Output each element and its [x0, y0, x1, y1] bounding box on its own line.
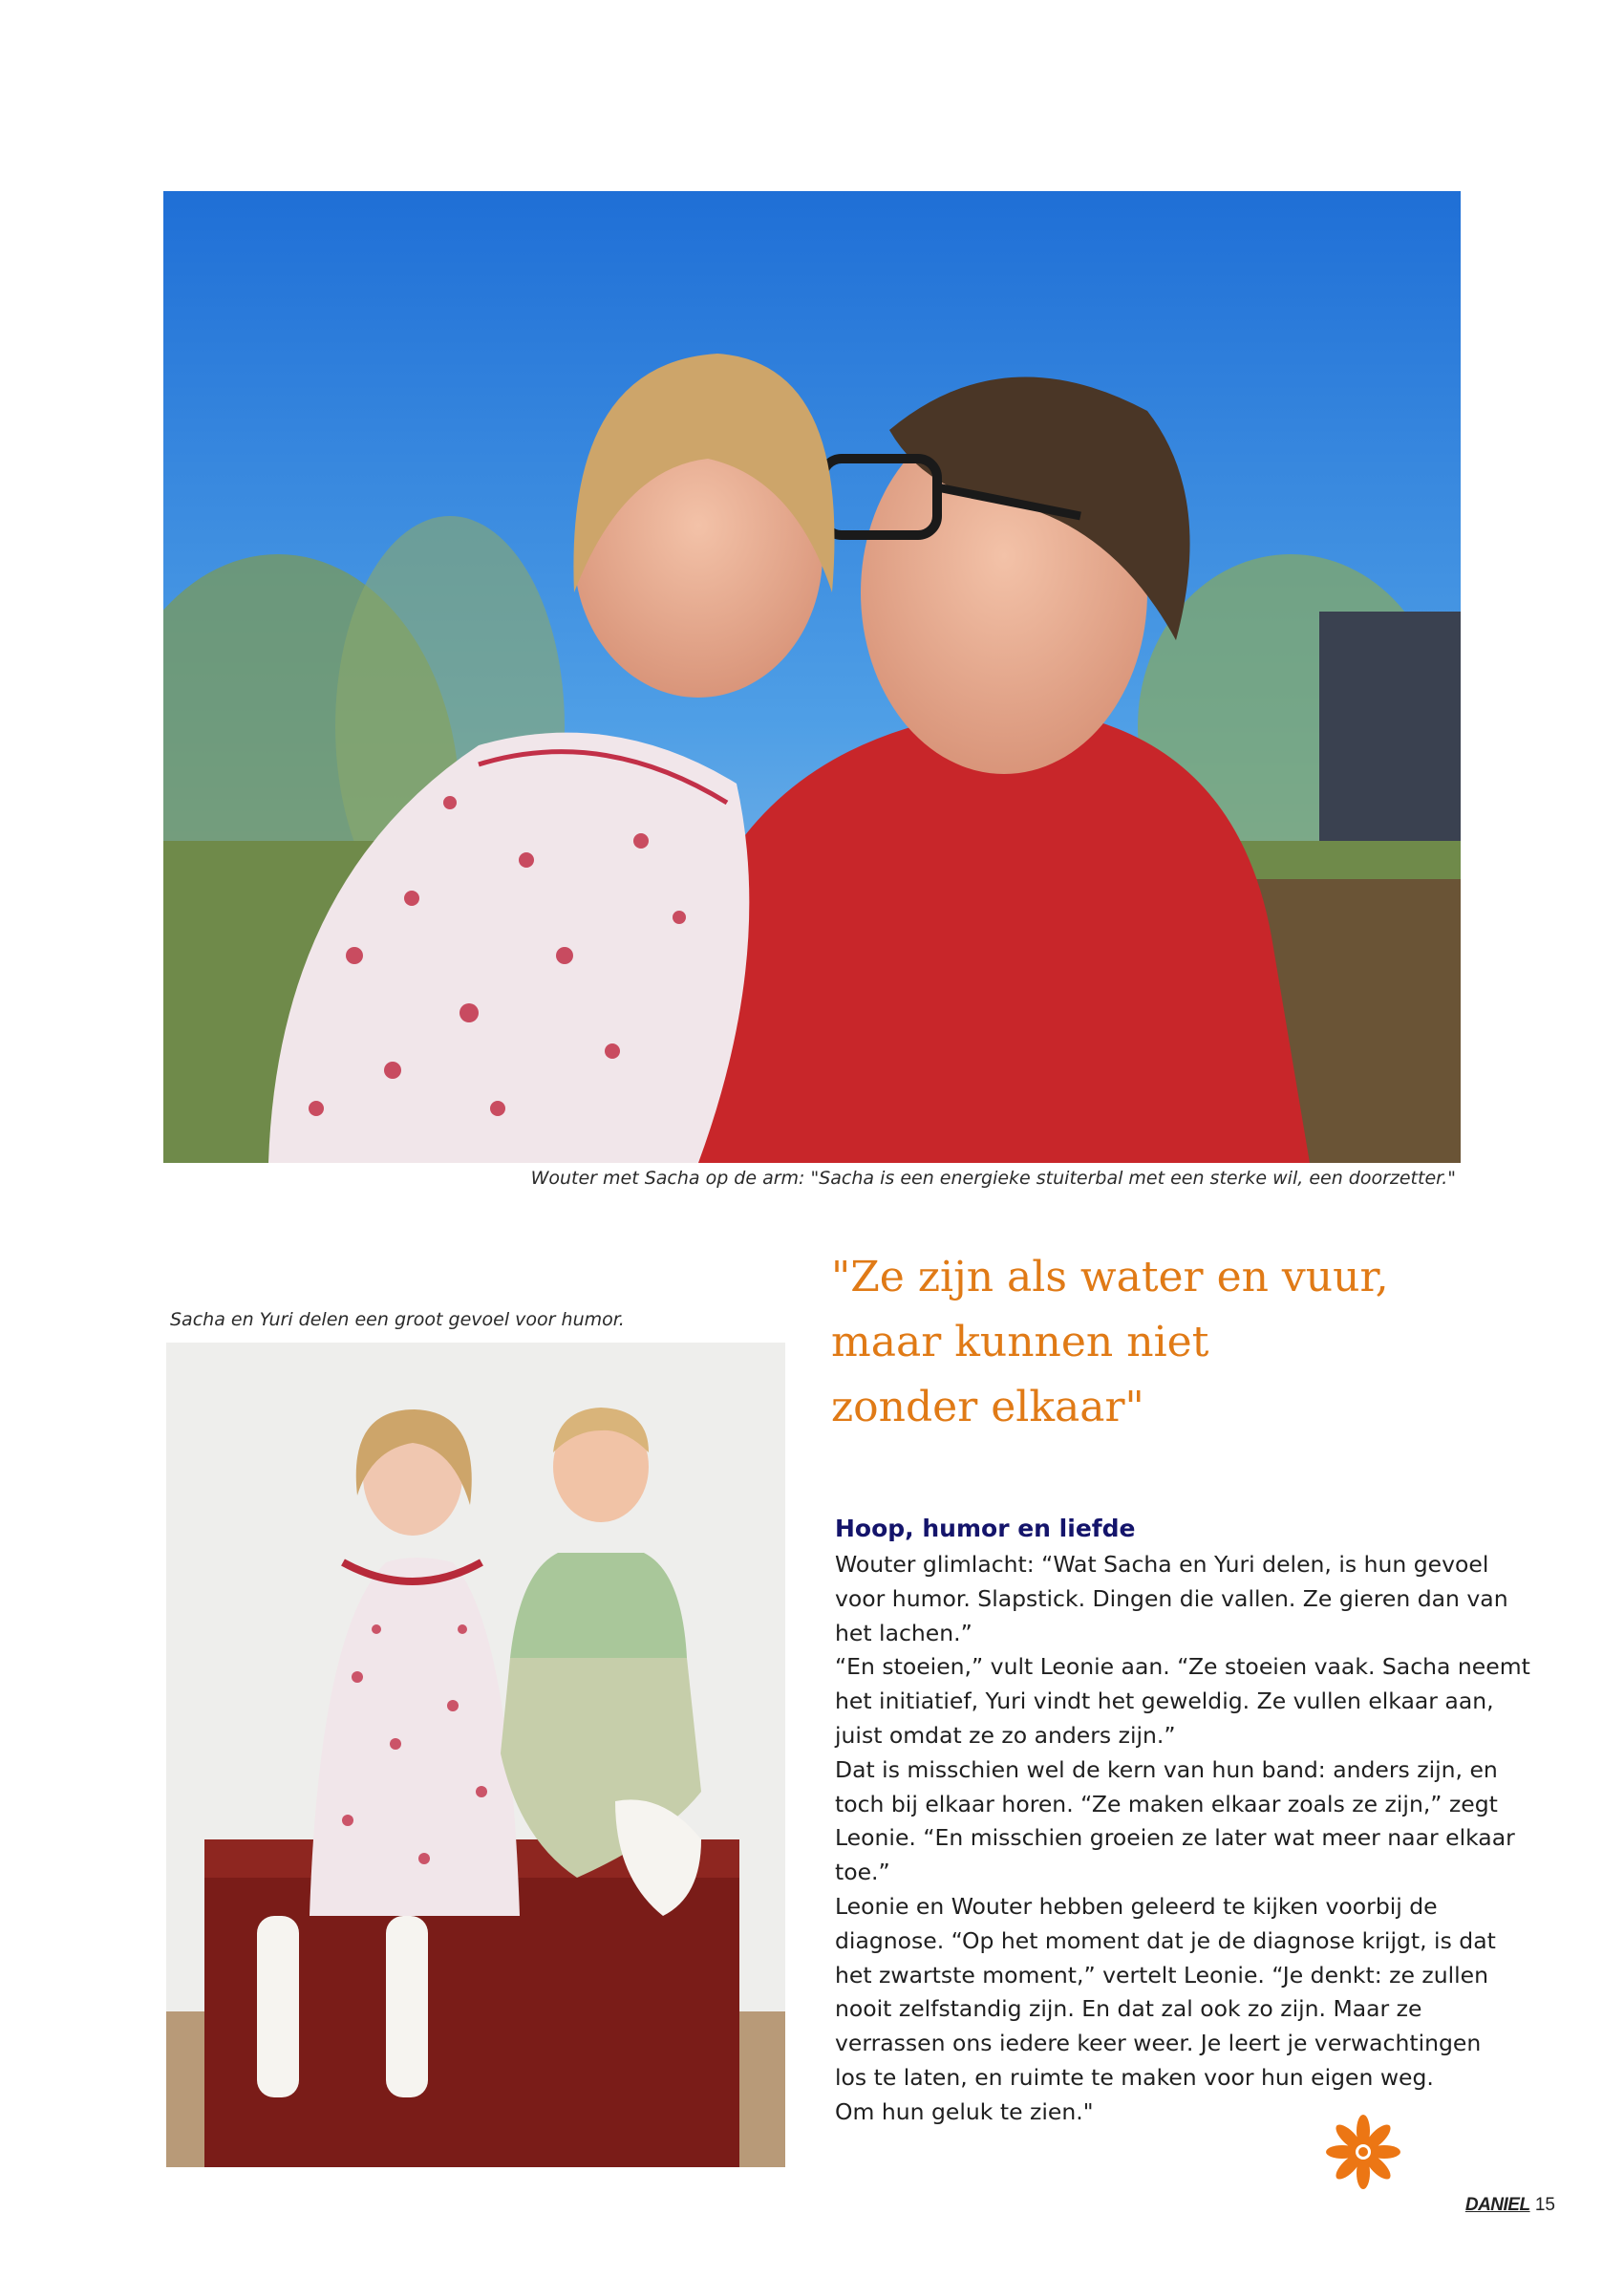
article-paragraphs: [835, 1548, 1530, 2130]
article-line: toch bij elkaar horen. “Ze maken elkaar zoals ze zijn,” zegt: [835, 1790, 1498, 1817]
photo-caption-top: Wouter met Sacha op de arm: "Sacha is een energieke stuiterbal met een sterke wil, een doorzetter.": [530, 1168, 1456, 1189]
article-line: toe.”: [835, 1859, 890, 1886]
page-number: 15: [1534, 2195, 1555, 2215]
section-heading: Hoop, humor en liefde: [835, 1515, 1136, 1542]
article-line: diagnose. “Op het moment dat je de diagnose krijgt, is dat: [835, 1926, 1496, 1954]
photo-caption-bottom: Sacha en Yuri delen een groot gevoel voor humor.: [170, 1309, 625, 1330]
article-line: het zwartste moment,” vertelt Leonie. “Je denkt: ze zullen: [835, 1961, 1489, 1989]
article-line: Dat is misschien wel de kern van hun band: anders zijn, en: [835, 1755, 1498, 1783]
article-line: verrassen ons iedere keer weer. Je leert je verwachtingen: [835, 2030, 1482, 2057]
photo-children-on-chest: [166, 1343, 785, 2167]
article-line: het lachen.”: [835, 1619, 972, 1646]
page-footer: [1465, 2195, 1555, 2216]
photo-father-and-daughter-image: [163, 191, 1461, 1163]
article-line: het initiatief, Yuri vindt het geweldig. Ze vullen elkaar aan,: [835, 1688, 1494, 1715]
article-line: voor humor. Slapstick. Dingen die vallen. Ze gieren dan van: [835, 1584, 1508, 1612]
article-line: los te laten, en ruimte te maken voor hun eigen weg.: [835, 2063, 1434, 2091]
photo-father-and-daughter: [163, 191, 1461, 1163]
article-line: nooit zelfstandig zijn. En dat zal ook zo zijn. Maar ze: [835, 1995, 1422, 2023]
pull-quote-line: maar kunnen niet: [831, 1318, 1209, 1366]
article-line: “En stoeien,” vult Leonie aan. “Ze stoeien vaak. Sacha neemt: [835, 1653, 1530, 1681]
pull-quote-line: zonder elkaar": [831, 1383, 1144, 1431]
pull-quote: [831, 1245, 1442, 1440]
article-line: Wouter glimlacht: “Wat Sacha en Yuri delen, is hun gevoel: [835, 1551, 1489, 1578]
article-line: juist omdat ze zo anders zijn.”: [835, 1721, 1176, 1749]
photo-children-on-chest-image: [166, 1343, 785, 2167]
article-line: Leonie. “En misschien groeien ze later wat meer naar elkaar: [835, 1824, 1515, 1852]
flower-icon: [1322, 2114, 1404, 2190]
article-line: Om hun geluk te zien.": [835, 2097, 1094, 2125]
pull-quote-line: "Ze zijn als water en vuur,: [831, 1253, 1389, 1301]
magazine-brand: DANIEL: [1464, 2195, 1530, 2215]
article-body: [835, 1512, 1530, 2130]
article-line: Leonie en Wouter hebben geleerd te kijken voorbij de: [835, 1892, 1438, 1920]
